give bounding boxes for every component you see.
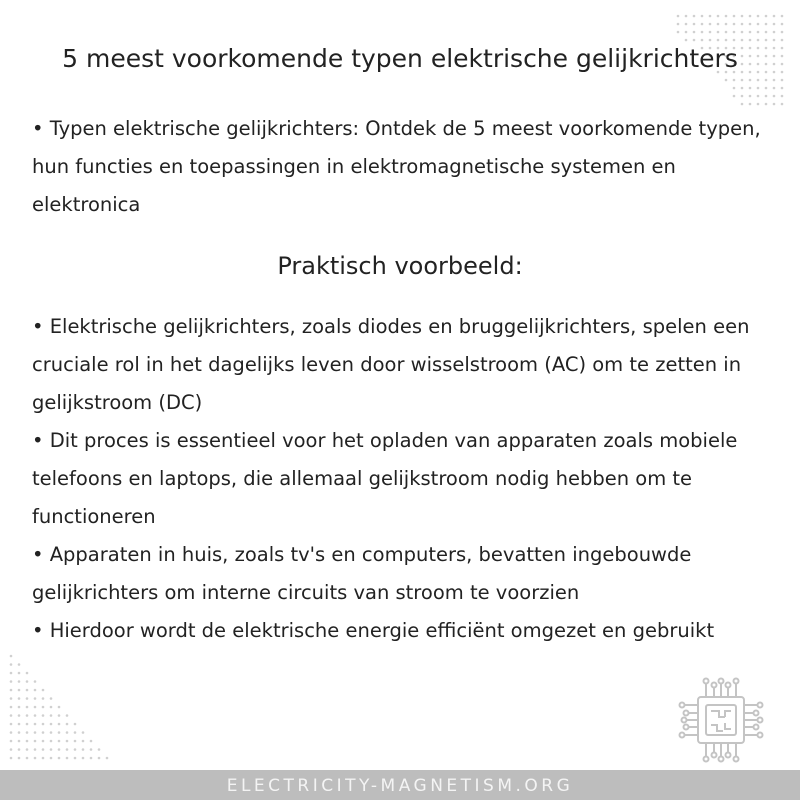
dot [26, 689, 29, 692]
dot [18, 714, 21, 717]
dot [10, 731, 13, 734]
dot [741, 39, 744, 42]
footer-site-link[interactable]: ELECTRICITY-MAGNETISM.ORG [226, 776, 574, 796]
dot [18, 748, 21, 751]
dot [10, 697, 13, 700]
dot [106, 757, 109, 760]
dot [18, 672, 21, 675]
dot [693, 31, 696, 34]
dot [773, 31, 776, 34]
dot [757, 15, 760, 18]
dot [757, 103, 760, 106]
dot [757, 31, 760, 34]
dot [717, 31, 720, 34]
dot [725, 23, 728, 26]
dot [693, 23, 696, 26]
dot [66, 731, 69, 734]
dot [10, 663, 13, 666]
dot [765, 15, 768, 18]
dot [82, 748, 85, 751]
dot [725, 31, 728, 34]
dot [42, 706, 45, 709]
dot [10, 689, 13, 692]
dot [26, 740, 29, 743]
dot [717, 15, 720, 18]
dot [34, 680, 37, 683]
dot [10, 706, 13, 709]
intro-text: • Typen elektrische gelijkrichters: Ontdek de 5 meest voorkomende typen, hun functies en toepassingen in elektromagnetische systemen en elektronica [32, 117, 761, 216]
dot [773, 15, 776, 18]
dot [10, 740, 13, 743]
dot [58, 757, 61, 760]
dot [66, 757, 69, 760]
dot [26, 748, 29, 751]
dot [725, 15, 728, 18]
dot [74, 757, 77, 760]
dot [773, 103, 776, 106]
dot [42, 723, 45, 726]
dot [773, 23, 776, 26]
dot [26, 723, 29, 726]
dot [685, 31, 688, 34]
dot [42, 740, 45, 743]
dot [765, 39, 768, 42]
dot [741, 23, 744, 26]
dot [749, 15, 752, 18]
dot [765, 103, 768, 106]
dot [741, 31, 744, 34]
dot [26, 757, 29, 760]
dot [757, 95, 760, 98]
dot [701, 23, 704, 26]
dot [10, 714, 13, 717]
dot [34, 697, 37, 700]
dot [717, 39, 720, 42]
dot [50, 706, 53, 709]
dot [58, 731, 61, 734]
dot [26, 731, 29, 734]
dot [733, 23, 736, 26]
dot [685, 23, 688, 26]
dot [741, 103, 744, 106]
dot [74, 740, 77, 743]
dot [74, 723, 77, 726]
dot [26, 706, 29, 709]
dot [693, 39, 696, 42]
dot [10, 672, 13, 675]
dot [749, 95, 752, 98]
dot [42, 714, 45, 717]
dot [741, 87, 744, 90]
dot [693, 15, 696, 18]
dot [82, 731, 85, 734]
dot [82, 757, 85, 760]
dot [757, 87, 760, 90]
dot [10, 655, 13, 658]
dot [781, 95, 784, 98]
dot [18, 697, 21, 700]
dot [90, 748, 93, 751]
dot [18, 740, 21, 743]
dot [741, 15, 744, 18]
bullet-item: • Elektrische gelijkrichters, zoals diodes en bruggelijkrichters, spelen een cruciale rol in het dagelijks leven door wisselstroom (AC) om te zetten in gelijkstroom (DC) [32, 315, 750, 414]
dot [757, 23, 760, 26]
dot [50, 723, 53, 726]
dot [701, 15, 704, 18]
dot [765, 87, 768, 90]
dot [34, 731, 37, 734]
dot [74, 731, 77, 734]
dot [42, 757, 45, 760]
dot [26, 680, 29, 683]
dot [34, 723, 37, 726]
dot [50, 697, 53, 700]
page-title: 5 meest voorkomende typen elektrische gelijkrichters [62, 44, 738, 73]
dot [18, 689, 21, 692]
dot [733, 15, 736, 18]
dot [781, 87, 784, 90]
dot [10, 748, 13, 751]
dot [10, 757, 13, 760]
dot [733, 79, 736, 82]
dot [717, 23, 720, 26]
dot [781, 31, 784, 34]
dot [773, 95, 776, 98]
dot [18, 663, 21, 666]
dot [42, 748, 45, 751]
dot [18, 706, 21, 709]
dot [765, 23, 768, 26]
dot [18, 723, 21, 726]
dot [58, 748, 61, 751]
dot [50, 748, 53, 751]
dot [781, 79, 784, 82]
dot [709, 39, 712, 42]
dot [773, 79, 776, 82]
dot [773, 39, 776, 42]
dot [741, 95, 744, 98]
dot [709, 31, 712, 34]
dot [773, 87, 776, 90]
circuit-chip-icon [676, 675, 766, 765]
dot [34, 706, 37, 709]
dot [10, 723, 13, 726]
dot [781, 103, 784, 106]
dot [677, 15, 680, 18]
dot [709, 15, 712, 18]
dot [34, 740, 37, 743]
dot [98, 757, 101, 760]
dot [781, 23, 784, 26]
dot [26, 714, 29, 717]
dot [34, 714, 37, 717]
dot [90, 740, 93, 743]
dot [66, 723, 69, 726]
dot [18, 731, 21, 734]
dot [757, 39, 760, 42]
dot [18, 757, 21, 760]
dot [10, 680, 13, 683]
dot [781, 15, 784, 18]
dot [50, 757, 53, 760]
dot [765, 31, 768, 34]
dot [34, 748, 37, 751]
dot [82, 740, 85, 743]
dot [66, 748, 69, 751]
dot [50, 731, 53, 734]
dot [733, 87, 736, 90]
dot [66, 714, 69, 717]
dot [58, 714, 61, 717]
dot [42, 697, 45, 700]
dot [733, 31, 736, 34]
dot [26, 672, 29, 675]
dot [98, 748, 101, 751]
dot [74, 748, 77, 751]
dot [50, 740, 53, 743]
dot [757, 79, 760, 82]
dot [749, 23, 752, 26]
dot [749, 79, 752, 82]
dot [685, 15, 688, 18]
dot [34, 689, 37, 692]
dot [749, 87, 752, 90]
dot [34, 757, 37, 760]
dot [781, 39, 784, 42]
bullet-item: • Apparaten in huis, zoals tv's en computers, bevatten ingebouwde gelijkrichters om interne circuits van stroom te voorzien [32, 543, 692, 604]
dot [749, 103, 752, 106]
dot [749, 39, 752, 42]
dot [50, 714, 53, 717]
dot [677, 31, 680, 34]
dot [765, 95, 768, 98]
dot [58, 723, 61, 726]
dot [685, 39, 688, 42]
dot [741, 79, 744, 82]
dot [26, 697, 29, 700]
dot [725, 79, 728, 82]
dot [709, 23, 712, 26]
dot [66, 740, 69, 743]
dot [58, 706, 61, 709]
dot [701, 39, 704, 42]
dot [733, 39, 736, 42]
bullet-item: • Hierdoor wordt de elektrische energie efficiënt omgezet en gebruikt [32, 619, 715, 642]
dot [749, 31, 752, 34]
dot [42, 731, 45, 734]
section-title: Praktisch voorbeeld: [277, 252, 523, 280]
dot [42, 689, 45, 692]
dot [725, 39, 728, 42]
dot [90, 757, 93, 760]
dot [733, 95, 736, 98]
dot [701, 31, 704, 34]
dot [18, 680, 21, 683]
dot [677, 23, 680, 26]
bullet-item: • Dit proces is essentieel voor het opladen van apparaten zoals mobiele telefoons en laptops, die allemaal gelijkstroom nodig hebben om te functioneren [32, 429, 738, 528]
dot [765, 79, 768, 82]
dot-pattern-decoration [5, 650, 125, 765]
dot [58, 740, 61, 743]
